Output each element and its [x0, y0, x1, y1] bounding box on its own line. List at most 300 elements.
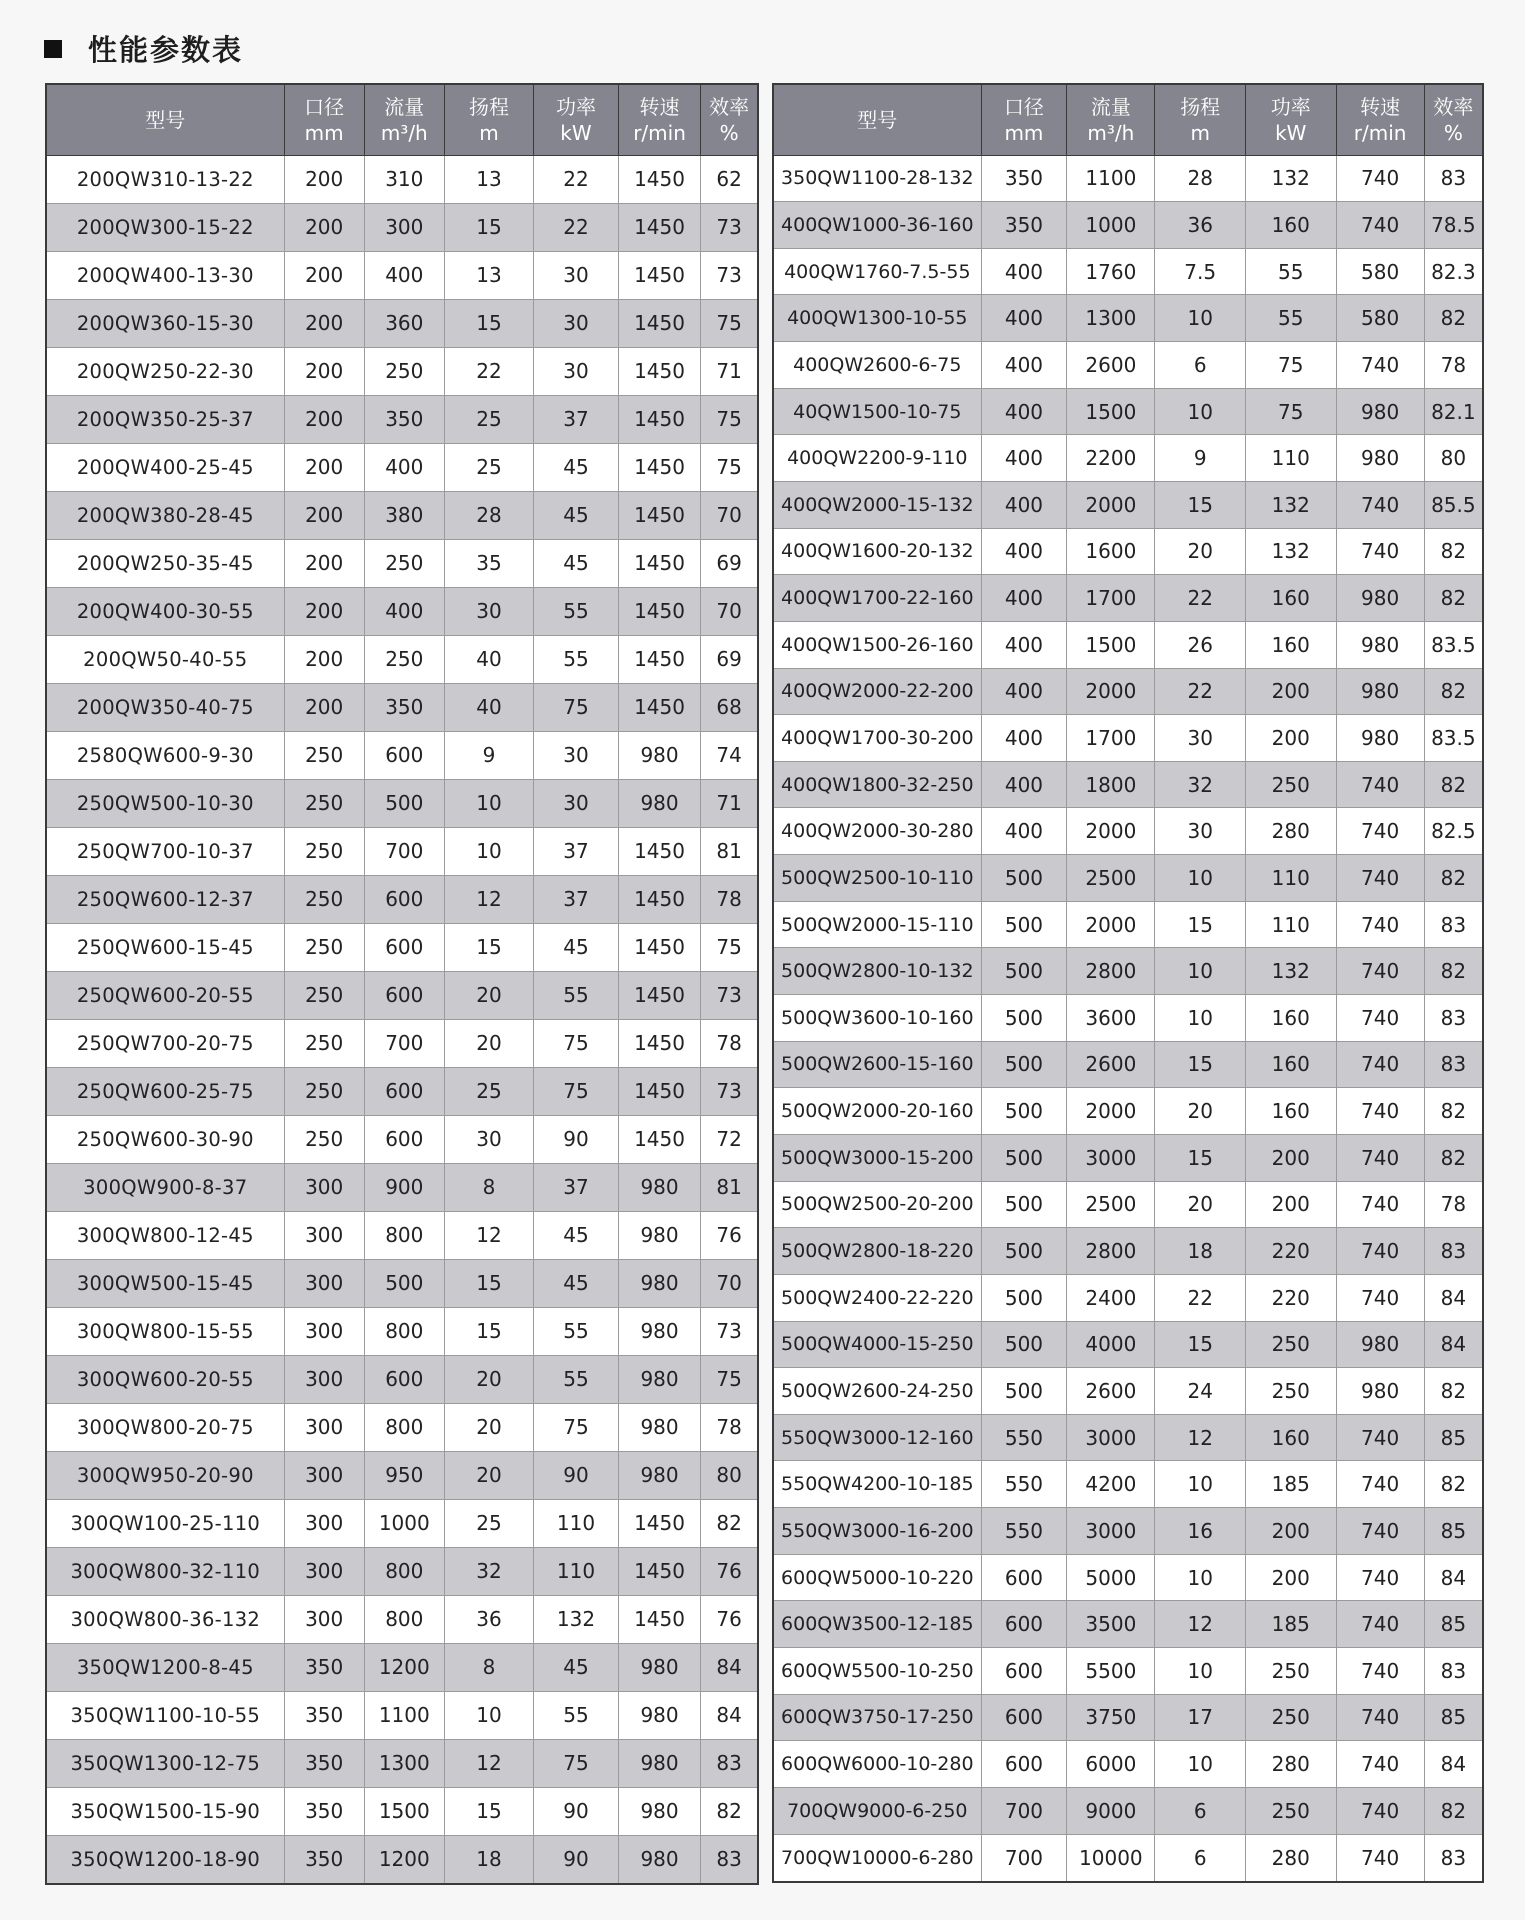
value-cell: 980: [618, 1403, 700, 1451]
value-cell: 83: [701, 1835, 758, 1884]
value-cell: 3000: [1067, 1134, 1155, 1181]
table-row: [46, 1499, 758, 1547]
value-cell: 85: [1424, 1414, 1483, 1461]
value-cell: 85.5: [1424, 481, 1483, 528]
value-cell: 73: [701, 1067, 758, 1115]
table-row: [773, 1648, 1483, 1695]
column-header-label: 型号: [857, 107, 898, 132]
table-row: [46, 299, 758, 347]
value-cell: 280: [1245, 1741, 1336, 1788]
model-cell: 500QW2800-10-132: [773, 948, 981, 995]
table-row: [773, 1414, 1483, 1461]
model-cell: 400QW1700-30-200: [773, 715, 981, 762]
value-cell: 160: [1245, 202, 1336, 249]
value-cell: 1450: [618, 827, 700, 875]
value-cell: 10: [1155, 295, 1246, 342]
value-cell: 70: [701, 587, 758, 635]
value-cell: 75: [534, 683, 619, 731]
value-cell: 15: [444, 299, 533, 347]
table-row: [46, 827, 758, 875]
value-cell: 200: [1245, 1508, 1336, 1555]
column-header-label: 流量: [1090, 94, 1131, 119]
value-cell: 1700: [1067, 575, 1155, 622]
value-cell: 200: [284, 587, 364, 635]
value-cell: 2000: [1067, 901, 1155, 948]
value-cell: 980: [1336, 575, 1424, 622]
table-row: [46, 1403, 758, 1451]
model-cell: 600QW5500-10-250: [773, 1648, 981, 1695]
value-cell: 185: [1245, 1601, 1336, 1648]
value-cell: 9: [1155, 435, 1246, 482]
value-cell: 600: [364, 971, 444, 1019]
value-cell: 78: [701, 1019, 758, 1067]
value-cell: 250: [284, 779, 364, 827]
value-cell: 980: [618, 1259, 700, 1307]
value-cell: 132: [1245, 528, 1336, 575]
value-cell: 45: [534, 443, 619, 491]
value-cell: 9: [444, 731, 533, 779]
value-cell: 600: [364, 1355, 444, 1403]
value-cell: 740: [1336, 528, 1424, 575]
column-header: [1424, 84, 1483, 155]
value-cell: 76: [701, 1547, 758, 1595]
value-cell: 300: [284, 1403, 364, 1451]
column-header: [1245, 84, 1336, 155]
value-cell: 250: [284, 1067, 364, 1115]
model-cell: 200QW350-25-37: [46, 395, 284, 443]
value-cell: 740: [1336, 1508, 1424, 1555]
column-header: [981, 84, 1067, 155]
value-cell: 16: [1155, 1508, 1246, 1555]
value-cell: 82: [1424, 295, 1483, 342]
value-cell: 800: [364, 1307, 444, 1355]
value-cell: 740: [1336, 1694, 1424, 1741]
value-cell: 500: [364, 1259, 444, 1307]
value-cell: 300: [284, 1211, 364, 1259]
value-cell: 250: [1245, 1694, 1336, 1741]
value-cell: 20: [444, 1403, 533, 1451]
value-cell: 82: [1424, 761, 1483, 808]
value-cell: 37: [534, 395, 619, 443]
table-row: [773, 1508, 1483, 1555]
value-cell: 500: [981, 1274, 1067, 1321]
value-cell: 200: [1245, 1134, 1336, 1181]
value-cell: 7.5: [1155, 248, 1246, 295]
value-cell: 1450: [618, 491, 700, 539]
table-row: [46, 1067, 758, 1115]
value-cell: 250: [1245, 1368, 1336, 1415]
value-cell: 4200: [1067, 1461, 1155, 1508]
value-cell: 740: [1336, 995, 1424, 1042]
value-cell: 15: [1155, 901, 1246, 948]
value-cell: 2500: [1067, 855, 1155, 902]
value-cell: 45: [534, 491, 619, 539]
table-row: [773, 1041, 1483, 1088]
table-row: [46, 1163, 758, 1211]
value-cell: 400: [981, 621, 1067, 668]
value-cell: 250: [284, 731, 364, 779]
value-cell: 83: [1424, 1834, 1483, 1882]
value-cell: 20: [1155, 1181, 1246, 1228]
table-row: [46, 971, 758, 1019]
table-row: [773, 575, 1483, 622]
value-cell: 200: [284, 491, 364, 539]
value-cell: 400: [981, 761, 1067, 808]
value-cell: 3750: [1067, 1694, 1155, 1741]
value-cell: 26: [1155, 621, 1246, 668]
value-cell: 250: [364, 347, 444, 395]
value-cell: 900: [364, 1163, 444, 1211]
value-cell: 20: [1155, 528, 1246, 575]
value-cell: 250: [284, 923, 364, 971]
value-cell: 200: [284, 635, 364, 683]
model-cell: 500QW3600-10-160: [773, 995, 981, 1042]
value-cell: 90: [534, 1451, 619, 1499]
value-cell: 37: [534, 827, 619, 875]
model-cell: 400QW1600-20-132: [773, 528, 981, 575]
model-cell: 400QW2000-22-200: [773, 668, 981, 715]
value-cell: 740: [1336, 1741, 1424, 1788]
model-cell: 600QW5000-10-220: [773, 1554, 981, 1601]
value-cell: 400: [364, 251, 444, 299]
column-header-unit: m: [1190, 120, 1210, 145]
value-cell: 10: [1155, 1461, 1246, 1508]
table-row: [46, 347, 758, 395]
column-header-label: 效率: [709, 94, 750, 119]
value-cell: 82.5: [1424, 808, 1483, 855]
value-cell: 350: [284, 1835, 364, 1884]
table-body: [773, 155, 1483, 1882]
value-cell: 300: [284, 1595, 364, 1643]
value-cell: 32: [444, 1547, 533, 1595]
value-cell: 600: [981, 1694, 1067, 1741]
value-cell: 55: [534, 1307, 619, 1355]
table-row: [773, 855, 1483, 902]
value-cell: 25: [444, 1499, 533, 1547]
model-cell: 400QW2600-6-75: [773, 342, 981, 389]
model-cell: 400QW1700-22-160: [773, 575, 981, 622]
value-cell: 250: [1245, 1321, 1336, 1368]
value-cell: 82: [1424, 1787, 1483, 1834]
value-cell: 350: [284, 1691, 364, 1739]
table-header: [46, 84, 758, 155]
value-cell: 20: [444, 971, 533, 1019]
value-cell: 75: [701, 923, 758, 971]
value-cell: 15: [444, 1307, 533, 1355]
value-cell: 1450: [618, 539, 700, 587]
value-cell: 1800: [1067, 761, 1155, 808]
value-cell: 740: [1336, 1274, 1424, 1321]
value-cell: 980: [1336, 435, 1424, 482]
value-cell: 1450: [618, 1499, 700, 1547]
value-cell: 84: [1424, 1321, 1483, 1368]
table-row: [773, 481, 1483, 528]
value-cell: 28: [1155, 155, 1246, 202]
value-cell: 82: [1424, 1134, 1483, 1181]
value-cell: 20: [444, 1355, 533, 1403]
value-cell: 3500: [1067, 1601, 1155, 1648]
value-cell: 740: [1336, 1228, 1424, 1275]
value-cell: 10: [444, 779, 533, 827]
table-row: [46, 443, 758, 491]
model-cell: 250QW500-10-30: [46, 779, 284, 827]
table-row: [773, 808, 1483, 855]
model-cell: 400QW1000-36-160: [773, 202, 981, 249]
value-cell: 1000: [1067, 202, 1155, 249]
performance-table-left: [45, 83, 759, 1885]
value-cell: 132: [1245, 481, 1336, 528]
model-cell: 500QW2000-20-160: [773, 1088, 981, 1135]
model-cell: 500QW2500-10-110: [773, 855, 981, 902]
value-cell: 250: [284, 1115, 364, 1163]
value-cell: 740: [1336, 1601, 1424, 1648]
value-cell: 12: [1155, 1414, 1246, 1461]
value-cell: 74: [701, 731, 758, 779]
value-cell: 740: [1336, 1041, 1424, 1088]
table-row: [46, 635, 758, 683]
value-cell: 32: [1155, 761, 1246, 808]
column-header: [1155, 84, 1246, 155]
performance-table-right: [772, 83, 1484, 1883]
value-cell: 2600: [1067, 342, 1155, 389]
table-row: [46, 203, 758, 251]
value-cell: 980: [618, 779, 700, 827]
value-cell: 980: [618, 1451, 700, 1499]
table-row: [46, 1307, 758, 1355]
model-cell: 300QW500-15-45: [46, 1259, 284, 1307]
table-header: [773, 84, 1483, 155]
value-cell: 400: [981, 295, 1067, 342]
value-cell: 62: [701, 155, 758, 203]
value-cell: 250: [1245, 1648, 1336, 1695]
model-cell: 250QW700-10-37: [46, 827, 284, 875]
value-cell: 40: [444, 635, 533, 683]
value-cell: 82: [1424, 948, 1483, 995]
value-cell: 500: [981, 855, 1067, 902]
table-row: [773, 155, 1483, 202]
value-cell: 980: [618, 1211, 700, 1259]
value-cell: 78.5: [1424, 202, 1483, 249]
value-cell: 71: [701, 347, 758, 395]
column-header: [618, 84, 700, 155]
value-cell: 600: [364, 1115, 444, 1163]
value-cell: 10: [1155, 855, 1246, 902]
column-header-unit: m³/h: [1087, 120, 1135, 145]
value-cell: 740: [1336, 855, 1424, 902]
column-header-unit: kW: [560, 120, 592, 145]
value-cell: 200: [1245, 1554, 1336, 1601]
column-header: [773, 84, 981, 155]
value-cell: 1000: [364, 1499, 444, 1547]
table-row: [773, 295, 1483, 342]
value-cell: 45: [534, 539, 619, 587]
value-cell: 84: [1424, 1274, 1483, 1321]
model-cell: 350QW1100-10-55: [46, 1691, 284, 1739]
value-cell: 71: [701, 779, 758, 827]
value-cell: 250: [284, 875, 364, 923]
model-cell: 300QW950-20-90: [46, 1451, 284, 1499]
value-cell: 82: [701, 1787, 758, 1835]
model-cell: 350QW1500-15-90: [46, 1787, 284, 1835]
value-cell: 18: [1155, 1228, 1246, 1275]
value-cell: 37: [534, 1163, 619, 1211]
value-cell: 740: [1336, 1088, 1424, 1135]
value-cell: 2800: [1067, 1228, 1155, 1275]
value-cell: 132: [1245, 948, 1336, 995]
value-cell: 350: [364, 683, 444, 731]
column-header-unit: m: [479, 120, 499, 145]
model-cell: 400QW2000-15-132: [773, 481, 981, 528]
value-cell: 15: [444, 203, 533, 251]
value-cell: 500: [981, 1134, 1067, 1181]
model-cell: 500QW3000-15-200: [773, 1134, 981, 1181]
value-cell: 10: [1155, 1554, 1246, 1601]
value-cell: 1100: [364, 1691, 444, 1739]
table-row: [46, 1595, 758, 1643]
table-row: [46, 683, 758, 731]
value-cell: 300: [284, 1451, 364, 1499]
value-cell: 10: [1155, 1741, 1246, 1788]
model-cell: 250QW600-20-55: [46, 971, 284, 1019]
column-header-unit: %: [1443, 120, 1463, 145]
model-cell: 400QW2000-30-280: [773, 808, 981, 855]
value-cell: 13: [444, 251, 533, 299]
value-cell: 55: [534, 1691, 619, 1739]
model-cell: 700QW9000-6-250: [773, 1787, 981, 1834]
model-cell: 250QW600-30-90: [46, 1115, 284, 1163]
value-cell: 3000: [1067, 1414, 1155, 1461]
value-cell: 17: [1155, 1694, 1246, 1741]
value-cell: 76: [701, 1595, 758, 1643]
value-cell: 1450: [618, 971, 700, 1019]
value-cell: 82: [1424, 1368, 1483, 1415]
value-cell: 500: [981, 948, 1067, 995]
table-row: [773, 948, 1483, 995]
value-cell: 85: [1424, 1508, 1483, 1555]
value-cell: 160: [1245, 995, 1336, 1042]
value-cell: 740: [1336, 1461, 1424, 1508]
table-row: [773, 388, 1483, 435]
value-cell: 500: [981, 1228, 1067, 1275]
value-cell: 80: [1424, 435, 1483, 482]
value-cell: 600: [981, 1648, 1067, 1695]
value-cell: 1500: [1067, 388, 1155, 435]
value-cell: 350: [284, 1787, 364, 1835]
value-cell: 110: [534, 1499, 619, 1547]
value-cell: 700: [981, 1834, 1067, 1882]
value-cell: 740: [1336, 342, 1424, 389]
value-cell: 85: [1424, 1694, 1483, 1741]
value-cell: 5000: [1067, 1554, 1155, 1601]
table-row: [773, 435, 1483, 482]
value-cell: 980: [1336, 1368, 1424, 1415]
value-cell: 10: [1155, 388, 1246, 435]
value-cell: 740: [1336, 948, 1424, 995]
table-row: [773, 1601, 1483, 1648]
column-header: [1067, 84, 1155, 155]
value-cell: 81: [701, 827, 758, 875]
value-cell: 220: [1245, 1274, 1336, 1321]
value-cell: 82.1: [1424, 388, 1483, 435]
value-cell: 350: [364, 395, 444, 443]
value-cell: 980: [1336, 668, 1424, 715]
value-cell: 200: [1245, 1181, 1336, 1228]
value-cell: 2500: [1067, 1181, 1155, 1228]
value-cell: 2000: [1067, 1088, 1155, 1135]
value-cell: 200: [284, 443, 364, 491]
value-cell: 36: [444, 1595, 533, 1643]
value-cell: 83: [701, 1739, 758, 1787]
model-cell: 300QW100-25-110: [46, 1499, 284, 1547]
value-cell: 1500: [364, 1787, 444, 1835]
value-cell: 73: [701, 971, 758, 1019]
value-cell: 55: [1245, 295, 1336, 342]
value-cell: 1450: [618, 299, 700, 347]
value-cell: 1450: [618, 587, 700, 635]
table-row: [46, 395, 758, 443]
value-cell: 1450: [618, 635, 700, 683]
table-row: [773, 202, 1483, 249]
column-header-unit: r/min: [1353, 120, 1407, 145]
column-header-unit: mm: [304, 120, 344, 145]
value-cell: 1450: [618, 1547, 700, 1595]
table-row: [46, 1547, 758, 1595]
table-row: [46, 1211, 758, 1259]
value-cell: 55: [534, 971, 619, 1019]
value-cell: 82: [1424, 528, 1483, 575]
value-cell: 110: [1245, 435, 1336, 482]
value-cell: 6000: [1067, 1741, 1155, 1788]
value-cell: 78: [701, 875, 758, 923]
value-cell: 15: [444, 1787, 533, 1835]
value-cell: 83: [1424, 155, 1483, 202]
table-row: [46, 875, 758, 923]
value-cell: 85: [1424, 1601, 1483, 1648]
value-cell: 280: [1245, 1834, 1336, 1882]
model-cell: 350QW1100-28-132: [773, 155, 981, 202]
model-cell: 500QW2400-22-220: [773, 1274, 981, 1321]
value-cell: 1600: [1067, 528, 1155, 575]
value-cell: 12: [1155, 1601, 1246, 1648]
model-cell: 200QW400-30-55: [46, 587, 284, 635]
value-cell: 1450: [618, 1019, 700, 1067]
value-cell: 300: [284, 1259, 364, 1307]
value-cell: 310: [364, 155, 444, 203]
value-cell: 90: [534, 1835, 619, 1884]
value-cell: 400: [981, 808, 1067, 855]
value-cell: 1450: [618, 203, 700, 251]
value-cell: 82: [1424, 668, 1483, 715]
value-cell: 200: [284, 539, 364, 587]
value-cell: 2600: [1067, 1041, 1155, 1088]
header-row: [46, 84, 758, 155]
value-cell: 400: [981, 668, 1067, 715]
value-cell: 400: [981, 435, 1067, 482]
model-cell: 600QW3500-12-185: [773, 1601, 981, 1648]
value-cell: 20: [444, 1019, 533, 1067]
value-cell: 70: [701, 1259, 758, 1307]
value-cell: 1700: [1067, 715, 1155, 762]
value-cell: 45: [534, 923, 619, 971]
value-cell: 15: [1155, 1321, 1246, 1368]
model-cell: 300QW900-8-37: [46, 1163, 284, 1211]
value-cell: 400: [364, 443, 444, 491]
value-cell: 55: [1245, 248, 1336, 295]
value-cell: 75: [701, 299, 758, 347]
value-cell: 1450: [618, 1115, 700, 1163]
table-row: [46, 1739, 758, 1787]
table-row: [46, 587, 758, 635]
